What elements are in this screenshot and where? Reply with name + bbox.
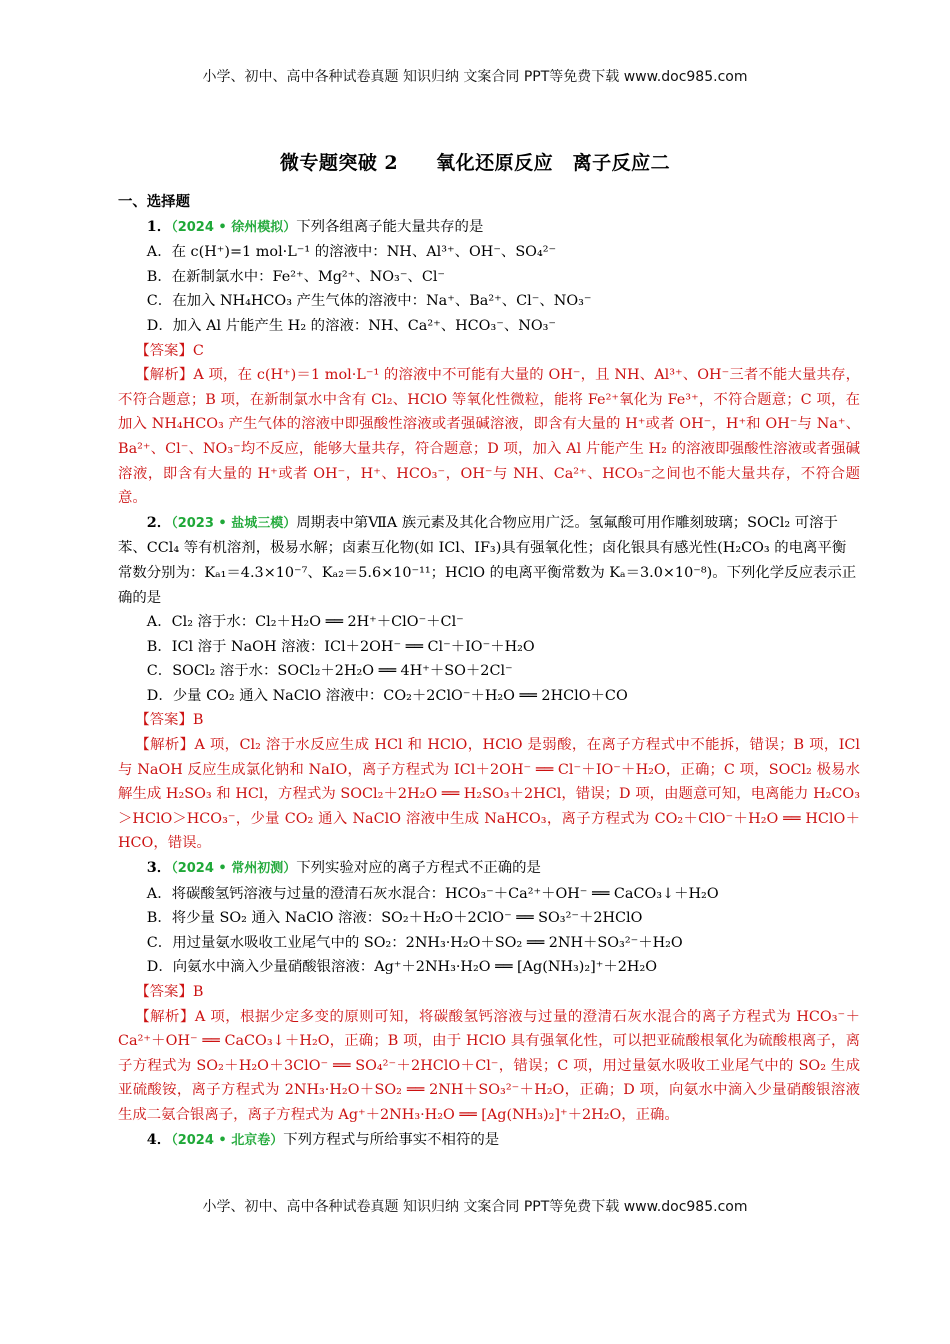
question-stem: 周期表中第ⅦA 族元素及其化合物应用广泛。氢氟酸可用作雕刻玻璃；SOCl₂ 可溶于苯、CCl₄ 等有机溶剂，极易水解；卤素互化物(如 ICl、IF₃)具有强氧化性；卤化银具有感光性(H₂CO₃ 的电离平衡常数分别为：Kₐ₁＝4.3×10⁻⁷、Kₐ₂＝5.6×10⁻¹¹；HClO 的电离平衡常数为 Kₐ＝3.0×10⁻⁸)。下列化学反应表示正确的是 [118,514,857,606]
option-c: C．用过量氨水吸收工业尾气中的 SO₂：2NH₃·H₂O＋SO₂ ══ 2NH＋SO₃²⁻＋H₂O [146,934,683,951]
question-number: 3． [146,859,172,877]
title-part1: 微专题突破 2 [279,152,399,174]
question-3 [118,856,860,882]
option-d: D．加入 Al 片能产生 H₂ 的溶液：NH、Ca²⁺、HCO₃⁻、NO₃⁻ [146,317,556,334]
option-d: D．向氨水中滴入少量硝酸银溶液：Ag⁺＋2NH₃·H₂O ══ [Ag(NH₃)₂]⁺＋2H₂O [146,959,658,976]
option-a: A．在 c(H⁺)=1 mol·L⁻¹ 的溶液中：NH、Al³⁺、OH⁻、SO₄²⁻ [146,244,557,261]
question-source: （2024 • 北京卷） [171,1132,284,1148]
document-body [118,190,860,1153]
question-stem: 下列方程式与所给事实不相符的是 [283,1131,500,1148]
option-a: A．将碳酸氢钙溶液与过量的澄清石灰水混合：HCO₃⁻＋Ca²⁺＋OH⁻ ══ CaCO₃↓＋H₂O [146,885,719,902]
option-b: B．将少量 SO₂ 通入 NaClO 溶液：SO₂＋H₂O＋2ClO⁻ ══ SO₃²⁻＋2HClO [146,910,643,927]
question-4 [118,1128,860,1154]
question-1 [118,215,860,241]
question-source: （2024 • 常州初测） [171,861,297,877]
option-b: B．ICl 溶于 NaOH 溶液：ICl＋2OH⁻ ══ Cl⁻＋IO⁻＋H₂O [146,638,535,655]
answer: 【答案】B [135,984,204,1000]
question-number: 2． [146,513,172,531]
question-stem: 下列实验对应的离子方程式不正确的是 [296,860,541,877]
question-2 [118,511,860,610]
answer: 【答案】B [135,712,204,729]
question-source: （2023 • 盐城三模） [171,515,297,531]
option-d: D．少量 CO₂ 通入 NaClO 溶液中：CO₂＋2ClO⁻＋H₂O ══ 2HClO＋CO [146,687,628,704]
option-b: B．在新制氯水中：Fe²⁺、Mg²⁺、NO₃⁻、Cl⁻ [146,268,446,285]
analysis: 【解析】A 项，根据少定多变的原则可知，将碳酸氢钙溶液与过量的澄清石灰水混合的离子方程式为 HCO₃⁻＋Ca²⁺＋OH⁻ ══ CaCO₃↓＋H₂O，正确；B 项，由于 HClO 具有强氧化性，可以把亚硫酸根氧化为硫酸根离子，离子方程式为 SO₂＋H₂O＋3ClO⁻ ══ SO₄²⁻＋2HClO＋Cl⁻，错误；C 项，用过量氨水吸收工业尾气中的 SO₂ 生成亚硫酸铵，离子方程式为 2NH₃·H₂O＋SO₂ ══ 2NH＋SO₃²⁻＋H₂O，正确；D 项，向氨水中滴入少量硝酸银溶液生成二氨合银离子，离子方程式为 Ag⁺＋2NH₃·H₂O ══ [Ag(NH₃)₂]⁺＋2H₂O，正确。 [118,1008,860,1123]
analysis: 【解析】A 项，Cl₂ 溶于水反应生成 HCl 和 HClO，HClO 是弱酸，在离子方程式中不能拆，错误；B 项，ICl 与 NaOH 反应生成氯化钠和 NaIO，离子方程式为 ICl＋2OH⁻ ══ Cl⁻＋IO⁻＋H₂O，正确；C 项，SOCl₂ 极易水解生成 H₂SO₃ 和 HCl，方程式为 SOCl₂＋2H₂O ══ H₂SO₃＋2HCl，错误；D 项，由题意可知，电离能力 H₂CO₃＞HClO＞HCO₃⁻，少量 CO₂ 通入 NaClO 溶液中生成 NaHCO₃，离子方程式为 CO₂＋ClO⁻＋H₂O ══ HClO＋HCO，错误。 [118,737,860,852]
option-c: C．在加入 NH₄HCO₃ 产生气体的溶液中：Na⁺、Ba²⁺、Cl⁻、NO₃⁻ [146,293,592,310]
question-stem: 下列各组离子能大量共存的是 [296,218,484,235]
page-title [0,148,950,175]
title-part2: 氧化还原反应 离子反应二 [436,152,671,174]
question-source: （2024 • 徐州模拟） [171,219,297,235]
option-a: A．Cl₂ 溶于水：Cl₂＋H₂O ══ 2H⁺＋ClO⁻＋Cl⁻ [146,614,464,631]
question-number: 4． [146,1130,172,1148]
analysis: 【解析】A 项，在 c(H⁺)＝1 mol·L⁻¹ 的溶液中不可能有大量的 OH⁻，且 NH、Al³⁺、OH⁻三者不能大量共存，不符合题意；B 项，在新制氯水中含有 Cl₂、HClO 等氧化性微粒，能将 Fe²⁺氧化为 Fe³⁺，不符合题意；C 项，在加入 NH₄HCO₃ 产生气体的溶液中即强酸性溶液或者强碱溶液，即含有大量的 H⁺或者 OH⁻，H⁺和 OH⁻与 Na⁺、Ba²⁺、Cl⁻、NO₃⁻均不反应，能够大量共存，符合题意；D 项，加入 Al 片能产生 H₂ 的溶液即强酸性溶液或者强碱溶液，即含有大量的 H⁺或者 OH⁻，H⁺、HCO₃⁻，OH⁻与 NH、Ca²⁺、HCO₃⁻之间也不能大量共存，不符合题意。 [118,367,860,507]
question-number: 1． [146,217,172,235]
page-footer: 小学、初中、高中各种试卷真题 知识归纳 文案合同 PPT等免费下载 www.doc985.com [202,1199,748,1215]
page-header: 小学、初中、高中各种试卷真题 知识归纳 文案合同 PPT等免费下载 www.doc985.com [202,69,748,85]
section-heading: 一、选择题 [118,193,190,210]
answer: 【答案】C [135,342,204,359]
option-c: C．SOCl₂ 溶于水：SOCl₂＋2H₂O ══ 4H⁺＋SO＋2Cl⁻ [146,663,513,680]
